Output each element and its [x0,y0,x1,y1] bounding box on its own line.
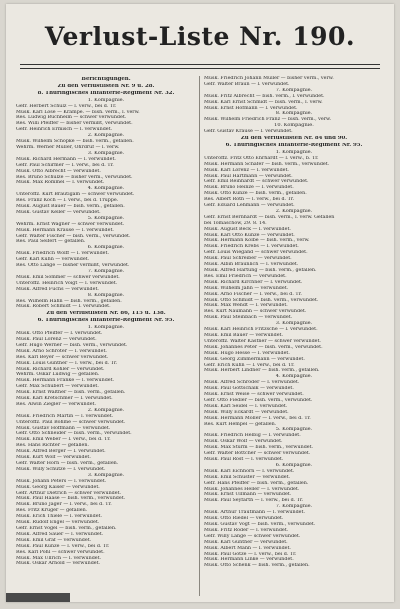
casualty-entry: Res. Paul Seifert — gefallen. [16,239,86,245]
company-heading: 7. Kompagnie. [87,269,125,274]
casualty-entry: Musk. Alfred Hartung — bish. verm., gefallen. [204,268,317,273]
company-heading: 6. Kompagnie. [87,245,125,251]
casualty-entry: Musk. Karl Kretschmer — l. verwundet. [16,396,113,402]
casualty-entry: Musk. Paul Seyfarth — l. verw., bei d. Tr. [204,498,304,504]
casualty-entry: Musk. Paul Rost — l. verwundet. [204,457,284,462]
casualty-entry: Gefr. Walter Horn — bish. verm., gefallen. [16,461,119,466]
casualty-entry: Res. Bruno Schulze — bisher verm., verwundet. [16,174,133,180]
company-heading: 4. Kompagnie. [275,374,313,380]
casualty-entry: Musk. Herbert Lindner — bish. verm., gefallen. [204,368,320,374]
casualty-entry: Musk. Karl Otto Kunze — verwundet. [204,232,295,238]
casualty-entry: Musk. Willy Eckardt — verwundet. [204,409,289,415]
casualty-entry: Musk. Bruno Heinze — l. verwundet. [204,185,294,191]
casualty-entry: Musk. Friedrich Martin — l. verwundet. [16,413,114,419]
casualty-entry: Musk. Richard Köhler — verwundet. [16,366,105,372]
casualty-entry: Musk. Gustav Vogt — bish. verm., verwundet. [204,521,316,527]
company-heading: 3. Kompagnie. [275,321,313,327]
newspaper-page [6,4,394,602]
casualty-entry: Musk. Johann Peters — l. verwundet. [16,478,107,484]
casualty-entry: Musk. Friedrich Johann Müller — bisher verm., verw. [204,76,334,81]
casualty-entry: Musk. Alfred Fuchs — verwundet. [16,286,99,292]
section-heading: Berichtigungen. [81,77,131,82]
casualty-entry: Musk. Karl Seidel — l. verwundet. [204,403,288,409]
casualty-entry: Musk. Hugo Hesse — l. verwundet. [204,350,290,356]
casualty-entry: Musk. Georg Zimmermann — verwundet. [204,356,305,362]
casualty-entry: Musk. Max Ullrich — l. verwundet. [16,555,102,561]
casualty-entry: Musk. Paul Schreiber — verwundet. [204,256,292,262]
company-heading: 5. Kompagnie. [87,215,125,221]
casualty-entry: Res. Otto Lange — bisher vermißt, verwundet. [16,263,130,269]
casualty-entry: Gefr. Paul Schirmer — l. verw., bei d. Tr. [16,162,114,168]
section-heading: Zu den Verlustlisten Nr. 84 und 90. [240,136,348,142]
company-heading: 2. Kompagnie. [87,133,125,139]
casualty-entry: Musk. Ernst Hofmann — l. verwundet. [204,105,298,111]
company-heading: 8. Kompagnie. [87,292,125,298]
casualty-entry: Musk. Georg Kaiser — verwundet. [16,484,100,490]
casualty-entry: Gefr. Willy Lange — schwer verwundet. [204,533,301,539]
casualty-entry: Musk. Arno Schröter — l. verwundet. [16,348,107,354]
casualty-entry: Wehrm. Oskar Ludwig — gefallen. [16,372,100,378]
casualty-entry: Musk. Friedrich Helbig — l. verwundet. [204,433,301,439]
casualty-entry: Musk. Arthur Trautmann — l. verwundet. [204,510,305,516]
casualty-entry: Musk. Arno Fischer — l. verw., bei d. Tr. [204,291,302,297]
company-heading: 5. Kompagnie. [275,427,313,433]
company-heading: 1. Kompagnie. [275,149,313,155]
casualty-entry: bei Tomaschow, 29. 8. 14. [204,220,267,226]
casualty-entry: Musk. Fritz Röder — l. verwundet. [204,527,289,533]
casualty-entry: Res. Kurt Naumann — schwer verwundet. [204,309,307,315]
casualty-entry: Gefr. Hugo Werner — bish. verm., verwundet. [16,342,128,348]
casualty-entry: Gefr. Ernst Vogel — bish. verm., gefallen. [16,525,117,531]
company-heading: 2. Kompagnie. [87,407,125,413]
casualty-entry: Musk. Hermann Möller — l. verw., bei d. Tr. [204,415,311,421]
company-heading: 3. Kompagnie. [87,472,125,478]
page-title: Verlust-Liste Nr. 190. [44,22,356,51]
casualty-entry: Musk. Karl Lose — Krampe. — bish. verm., l. verw. [16,109,140,115]
casualty-entry: Gefr. Erich Kuhn — l. verw., bei d. Tr. [204,362,295,368]
casualty-entry: Musk. Emil Schuster — verwundet. [204,474,291,480]
casualty-entry: Musk. Paul Hartmann — verwundet. [204,173,293,179]
casualty-entry: Musk. Karl Eichhorn — l. verwundet. [204,468,295,474]
casualty-entry: Musk. Karl Günther — verwundet. [204,539,288,545]
company-heading: 3. Kompagnie. [87,150,125,156]
company-heading: 2. Kompagnie. [275,208,313,214]
casualty-entry: Unteroffz. Kurt Bräutigam — schwer verwundet. [16,192,135,198]
casualty-entry: Gefr. Otto Fiedler — bish. verm., verwundet. [204,397,313,403]
column-divider [199,76,200,596]
casualty-entry: Musk. Emil Sommer — schwer verwundet. [16,274,120,280]
casualty-entry: Res. Hans Richter — gefallen. [16,443,89,449]
casualty-entry: Res. Alwin Ziegler — verwundet. [16,401,96,407]
casualty-entry: Musk. Otto Pfeiffer — l. verwundet. [16,331,103,337]
casualty-entry: Musk. Rudolf Engel — verwundet. [16,520,100,526]
casualty-entry: Musk. Gustav Hoffmann — verwundet. [16,425,111,431]
casualty-entry: Res. Kurt Hempel — gefallen. [204,421,277,427]
casualty-entry: Musk. Bruno Jäger — l. verw., bei d. Tr. [16,502,112,508]
casualty-entry: Musk. Hermann Linke — verwundet. [204,557,294,563]
casualty-entry: Res. Willi Pfeiffer — bisher vermißt, verwundet. [16,121,133,127]
section-heading: 6. Thüringisches Infanterie-Regiment Nr. 95. [37,318,175,324]
casualty-entry: Musk. Richard Kirchner — l. verwundet. [204,279,303,285]
section-heading: Zu den Verlustlisten Nr. 9 u. 28. [57,83,155,89]
casualty-entry: Musk. Otto Schmidt — bish. verm., verwundet. [204,297,319,303]
casualty-entry: Musk. Paul Gottschalk — verwundet. [204,386,294,392]
company-heading: 1. Kompagnie. [87,325,125,331]
casualty-entry: Gefr. Hans Pfeiffer — bish. verm., gefallen. [204,480,309,486]
section-heading: Zu den Verlustlisten Nr. 86, 115 u. 138. [46,311,166,317]
company-heading: 1. Kompagnie. [87,97,125,103]
casualty-entry: Musk. Paul Haase — bish. verm., verwundet. [16,496,126,502]
casualty-entry: Musk. Albert Mann — l. verwundet. [204,545,291,551]
casualty-entry: Musk. Max Sturm — bish. verm., verwundet. [204,445,314,451]
casualty-entry: Musk. Oskar Wolf — verwundet. [204,439,283,445]
casualty-entry: Res. Fritz Krüger — gefallen. [16,508,88,514]
casualty-entry: Unteroffz. Heinrich Voigt — l. verwundet. [16,280,118,286]
casualty-entry: Musk. Hermann Kolbe — bish. verm., verw. [204,238,310,244]
casualty-entry: Res. Wilhelm Hahn — bish. verm., gefallen. [16,298,122,304]
section-heading: 6. Thüringisches Infanterie-Regiment Nr. 95. [225,142,363,148]
casualty-entry: Musk. Karl Heinrich Fritzsche — l. verwundet. [204,327,318,333]
casualty-entry: Musk. Alfred Sauer — l. verwundet. [16,531,104,537]
casualty-entry: Musk. Richard Hermann — l. verwundet. [16,156,116,162]
casualty-entry: Gefr. Walter Braun — l. verwundet. [204,81,290,87]
casualty-entry: Unteroffz. Walter Kästner — schwer verwundet. [204,338,321,344]
casualty-entry: Gefr. Ernst Bernhardt — bish. verm., l. verw. Gefallen [204,214,335,220]
casualty-entry: Res. Ludwig Buchheim — schwer verwundet. [16,115,127,121]
casualty-entry: Musk. Erich Thiele — l. verwundet. [16,514,103,520]
company-heading: 6. Kompagnie. [275,462,313,468]
casualty-entry: Musk. Max Wendt — l. verwundet. [204,303,288,309]
casualty-entry: Musk. Oskar Arnold — verwundet. [16,561,101,567]
casualty-entry: Gefr. Gustav Krause — l. verwundet. [204,129,293,135]
casualty-entry: Res. Franz Koch — l. verw., bei d. Truppe. [16,198,119,204]
casualty-entry: Gefr. Eduard Lehmann — verwundet. [204,203,295,209]
company-heading: 4. Kompagnie. [87,186,125,192]
title-rule-top [20,64,380,65]
casualty-entry: Musk. Johannes Heller — l. verwundet. [204,486,300,492]
casualty-entry: Gefr. Otto Schneider — bish. verm., verwundet. [16,431,132,437]
company-heading: 7. Kompagnie. [275,87,313,93]
casualty-entry: Musk. Louis Günther — l. verw., bei d. Tr. [16,360,118,366]
casualty-entry: Res. Karl Pohl — schwer verwundet. [16,549,105,555]
casualty-entry: Musk. Fritz Albrecht — bish. verm., l. verwundet. [204,93,325,99]
company-heading: 8. Kompagnie. [275,111,313,117]
casualty-entry: Musk. Hermann Schäfer — bish. verm., verwundet. [204,161,330,167]
casualty-entry: Musk. Otto Riedel — verwundet. [204,516,284,522]
casualty-entry: Musk. August Bauer — bish. verm., gefallen. [16,204,125,210]
casualty-entry: Musk. Friedrich Krebs — l. verwundet. [204,244,299,250]
casualty-entry: Musk. Wilhelm Schöpke — bish. verm., gefallen. [16,139,134,145]
casualty-entry: Wehrm. Ernst Wagner — schwer verwundet. [16,221,125,227]
casualty-entry: Unteroffz. Paul Böhme — schwer verwundet. [16,419,126,425]
casualty-entry: Gefr. Heinrich Ermisch — l. verwundet. [16,127,113,133]
casualty-entry: Musk. Otto Kunze — bish. verm., gefallen. [204,191,307,197]
casualty-entry: Musk. Hermann Krause — l. verwundet. [16,227,114,233]
casualty-entry: Musk. Johannes Peter — bish. verm., verwundet. [204,344,323,350]
casualty-entry: Musk. Alfred Schröder — l. verwundet. [204,380,300,386]
casualty-entry: Musk. Emil Weber — l. verw., bei d. Tr. [16,437,111,443]
section-heading: 8. Thüringisches Infanterie-Regiment Nr. 32. [37,90,175,96]
casualty-entry: Musk. Paul Steinbach — verwundet. [204,315,293,321]
casualty-entry: Musk. Ernst Ullmann — verwundet. [204,492,292,498]
casualty-entry: Musk. Ernst Walther — bish. verm., gefallen. [16,390,126,396]
casualty-entry: Musk. Ernst Weise — schwer verwundet. [204,392,304,398]
casualty-entry: Unteroffz. Fritz Otto Ehrhardt — l. verw., b. Tr. [204,155,319,161]
casualty-entry: Gefr. Walter Fischer — bish. verm., verwundet. [16,233,131,239]
company-heading: 10. Kompagnie. [274,123,314,129]
company-heading: 7. Kompagnie. [275,504,313,510]
casualty-entry: Musk. Robert Schmidt — l. verwundet. [16,304,111,310]
casualty-entry: Gefr. Max Schubert — verwundet. [16,384,99,390]
casualty-entry: Musk. Karl Lorenz — l. verwundet. [204,167,289,173]
casualty-entry: Musk. Otto Schenk — bish. verm., gefallen. [204,563,310,569]
casualty-entry: Gefr. Walter Böttcher — schwer verwundet. [204,451,311,457]
left-column [16,76,196,596]
casualty-entry: Musk. Albin Bräunlich — l. verwundet. [204,262,299,268]
casualty-entry: Gefr. Arthur Dietrich — schwer verwundet. [16,490,122,496]
casualty-entry: Wehrm. Werner Müller, Ohrdruf — l. verw. [16,144,120,150]
casualty-entry: Gefr. Louis Wiegand — schwer verwundet. [204,250,308,256]
casualty-entry: Musk. Karl Ernst Schmidt — bish. verm., l. verw. [204,99,323,105]
casualty-entry: Musk. Paul Kunze — l. verw., bei d. Tr. [16,543,110,549]
casualty-entry: Res. Karl Beyer — schwer verwundet. [16,354,109,360]
casualty-entry: Musk. Willy Schütze — l. verwundet. [16,466,106,472]
casualty-entry: Musk. Paul Lorenz — verwundet. [16,336,97,342]
casualty-entry: Res. Emil Friedrich — verwundet. [204,273,287,279]
casualty-entry: Gefr. Karl Kühn — verwundet. [16,257,90,263]
casualty-entry: Musk. Hermann Franke — l. verwundet. [16,378,115,384]
casualty-entry: Musk. Friedrich Wolff — l. verwundet. [16,251,109,257]
casualty-entry: Musk. Kurt Wolf — verwundet. [16,455,91,461]
casualty-entry: Musk. Gustav Keller — verwundet. [16,209,101,215]
casualty-entry: Musk. Wilhelm Jahn — verwundet. [204,285,289,291]
casualty-entry: Musk. Wilhelm Friedrich Franz — bish. verm., verw. [204,117,332,123]
casualty-entry: Res. Albert Roth — l. verw., bei d. Tr. [204,197,295,203]
casualty-entry: Musk. Otto Albrecht — verwundet. [16,168,101,174]
casualty-entry: Musk. Max Rommel — l. verwundet. [16,180,105,186]
title-rule-bottom [20,68,380,69]
library-watermark [6,593,70,602]
right-column [204,76,384,596]
casualty-entry: Musk. August Beck — l. verwundet. [204,226,291,232]
casualty-entry: Gefr. Emil Reinhardt — schwer verwundet. [204,179,309,185]
casualty-entry: Musk. Alfred Berger — l. verwundet. [16,449,106,455]
casualty-entry: Musk. Emil Graf — verwundet. [16,537,92,543]
casualty-entry: Gefr. Herbert Schulz — l. verw., bei d. Tr. [16,103,117,109]
casualty-entry: Musk. Paul Götze — l. verw., bei d. Tr. [204,551,297,557]
casualty-entry: Musk. Emil Bauer — verwundet. [204,332,284,338]
